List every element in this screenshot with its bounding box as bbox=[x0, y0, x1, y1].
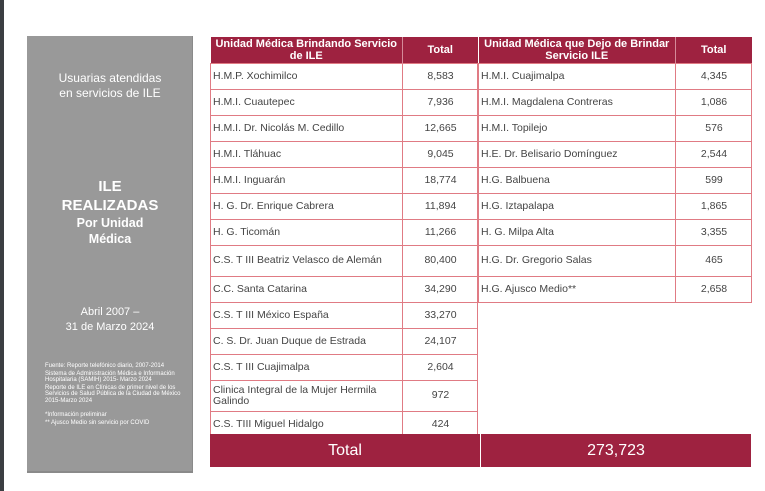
info-panel bbox=[27, 36, 193, 473]
title-line: Médica bbox=[88, 232, 132, 246]
column-header-unit: Unidad Médica Brindando Servicio de ILE bbox=[211, 37, 403, 63]
unit-name-cell: H. G. Dr. Enrique Cabrera bbox=[211, 193, 403, 219]
unit-total-cell: 24,107 bbox=[403, 328, 478, 354]
table-row bbox=[211, 354, 478, 380]
column-header-unit: Unidad Médica que Dejo de Brindar Servicio ILE bbox=[479, 37, 676, 63]
table-row bbox=[211, 276, 478, 302]
window-edge bbox=[0, 0, 4, 491]
subtitle-line: en servicios de ILE bbox=[59, 86, 161, 100]
table-row bbox=[479, 276, 752, 302]
unit-total-cell: 33,270 bbox=[403, 302, 478, 328]
unit-name-cell: H.E. Dr. Belisario Domínguez bbox=[479, 141, 676, 167]
unit-name-cell: H.G. Dr. Gregorio Salas bbox=[479, 245, 676, 276]
date-line: Abril 2007 – bbox=[80, 306, 140, 318]
date-range bbox=[27, 305, 193, 335]
unit-name-cell: H.M.I. Topilejo bbox=[479, 115, 676, 141]
unit-total-cell: 11,266 bbox=[403, 219, 478, 245]
table-row bbox=[479, 89, 752, 115]
footnote: ** Ajusco Medio sin servicio por COVID bbox=[45, 419, 150, 426]
unit-name-cell: H.M.P. Xochimilco bbox=[211, 63, 403, 89]
unit-name-cell: C.S. T III Beatriz Velasco de Alemán bbox=[211, 245, 403, 276]
unit-total-cell: 11,894 bbox=[403, 193, 478, 219]
table-row bbox=[211, 115, 478, 141]
unit-name-cell: H.M.I. Inguarán bbox=[211, 167, 403, 193]
unit-total-cell: 1,086 bbox=[676, 89, 752, 115]
title-line: REALIZADAS bbox=[61, 197, 159, 214]
unit-total-cell: 7,936 bbox=[403, 89, 478, 115]
table-row bbox=[211, 219, 478, 245]
table-row bbox=[211, 167, 478, 193]
active-units-table bbox=[210, 37, 478, 438]
unit-total-cell: 424 bbox=[403, 411, 478, 437]
unit-name-cell: Clinica Integral de la Mujer Hermila Galindo bbox=[211, 380, 403, 411]
unit-name-cell: C.S. T III Cuajimalpa bbox=[211, 354, 403, 380]
table-row bbox=[479, 193, 752, 219]
inactive-units-table bbox=[478, 37, 752, 303]
unit-total-cell: 4,345 bbox=[676, 63, 752, 89]
footnote: *Información preliminar bbox=[45, 412, 107, 418]
unit-name-cell: H. G. Ticomán bbox=[211, 219, 403, 245]
date-line: 31 de Marzo 2024 bbox=[65, 321, 155, 333]
unit-total-cell: 2,604 bbox=[403, 354, 478, 380]
unit-name-cell: H.M.I. Dr. Nicolás M. Cedillo bbox=[211, 115, 403, 141]
unit-total-cell: 9,045 bbox=[403, 141, 478, 167]
unit-total-cell: 2,544 bbox=[676, 141, 752, 167]
grand-total-value: 273,723 bbox=[481, 434, 751, 467]
unit-name-cell: H.G. Iztapalapa bbox=[479, 193, 676, 219]
unit-total-cell: 34,290 bbox=[403, 276, 478, 302]
unit-name-cell: C.C. Santa Catarina bbox=[211, 276, 403, 302]
table-row bbox=[211, 141, 478, 167]
table-row bbox=[479, 141, 752, 167]
source-note: Fuente: Reporte telefónico diario, 2007-2014 bbox=[45, 363, 165, 369]
unit-name-cell: H.M.I. Cuajimalpa bbox=[479, 63, 676, 89]
source-note: Sistema de Administración Médica e Información Hospitalaria (SAMIH) 2015- Marzo 2024 bbox=[45, 370, 175, 383]
unit-total-cell: 18,774 bbox=[403, 167, 478, 193]
unit-name-cell: C.S. TIII Miguel Hidalgo bbox=[211, 411, 403, 437]
grand-total-label: Total bbox=[210, 434, 480, 467]
column-header-total: Total bbox=[676, 37, 752, 63]
unit-name-cell: H.M.I. Magdalena Contreras bbox=[479, 89, 676, 115]
unit-total-cell: 972 bbox=[403, 380, 478, 411]
unit-total-cell: 1,865 bbox=[676, 193, 752, 219]
table-row bbox=[479, 63, 752, 89]
title-line: ILE bbox=[98, 178, 122, 195]
unit-total-cell: 8,583 bbox=[403, 63, 478, 89]
table-row bbox=[479, 219, 752, 245]
table-row bbox=[211, 380, 478, 411]
table-row bbox=[479, 115, 752, 141]
unit-total-cell: 80,400 bbox=[403, 245, 478, 276]
panel-subtitle bbox=[27, 71, 193, 101]
unit-name-cell: H.G. Balbuena bbox=[479, 167, 676, 193]
unit-name-cell: H.G. Ajusco Medio** bbox=[479, 276, 676, 302]
unit-total-cell: 2,658 bbox=[676, 276, 752, 302]
subtitle-line: Usuarias atendidas bbox=[58, 71, 162, 85]
table-row bbox=[211, 302, 478, 328]
table-row bbox=[211, 63, 478, 89]
source-notes bbox=[45, 363, 185, 427]
title-line: Por Unidad bbox=[76, 216, 144, 230]
table-row bbox=[211, 245, 478, 276]
table-row bbox=[211, 328, 478, 354]
unit-total-cell: 465 bbox=[676, 245, 752, 276]
source-note: Reporte de ILE en Clínicas de primer nivel de los Servicios de Salud Pública de la Ciudad de México 2015-Marzo 2024 bbox=[45, 384, 181, 404]
table-row bbox=[479, 245, 752, 276]
unit-total-cell: 3,355 bbox=[676, 219, 752, 245]
panel-title bbox=[27, 177, 193, 247]
unit-name-cell: H.M.I. Cuautepec bbox=[211, 89, 403, 115]
column-header-total: Total bbox=[403, 37, 478, 63]
unit-total-cell: 599 bbox=[676, 167, 752, 193]
unit-name-cell: C.S. T III México España bbox=[211, 302, 403, 328]
table-row bbox=[211, 89, 478, 115]
table-row bbox=[479, 167, 752, 193]
unit-total-cell: 576 bbox=[676, 115, 752, 141]
unit-name-cell: C. S. Dr. Juan Duque de Estrada bbox=[211, 328, 403, 354]
unit-name-cell: H. G. Milpa Alta bbox=[479, 219, 676, 245]
unit-name-cell: H.M.I. Tláhuac bbox=[211, 141, 403, 167]
table-row bbox=[211, 193, 478, 219]
unit-total-cell: 12,665 bbox=[403, 115, 478, 141]
